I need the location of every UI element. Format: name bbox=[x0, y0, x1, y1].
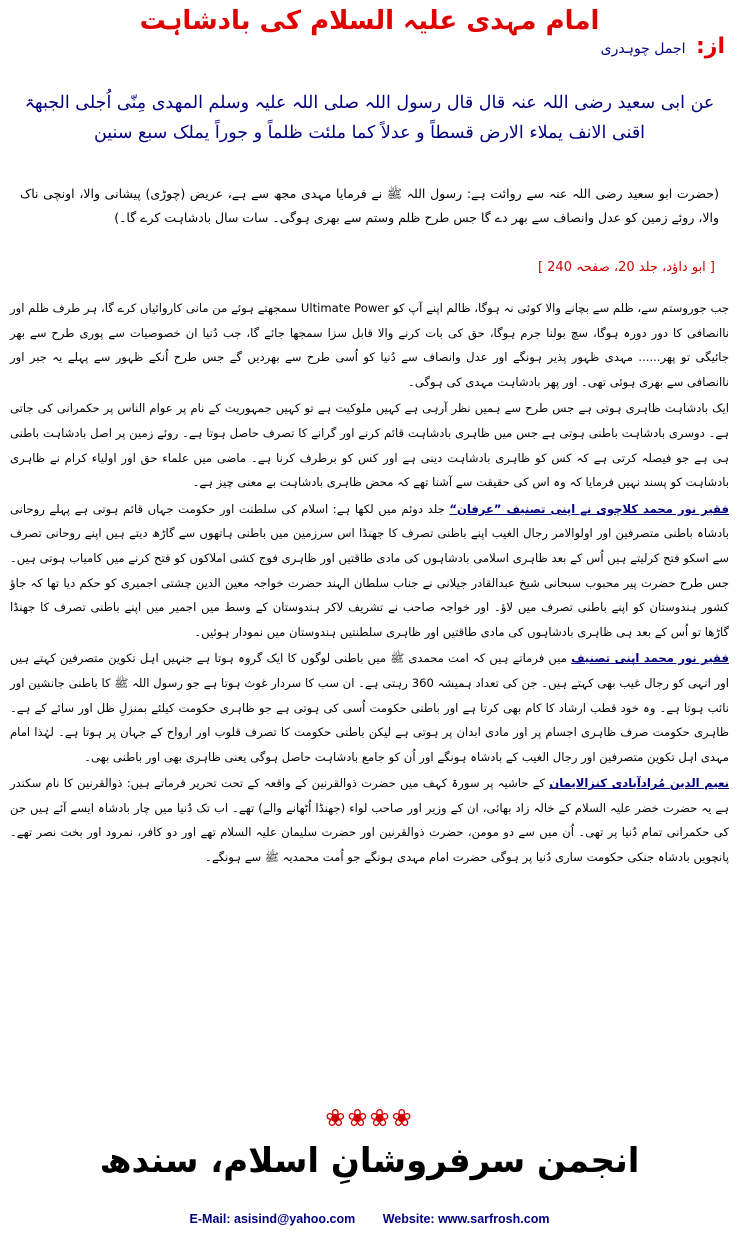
hadith-reference: [ ابو داؤد، جلد 20، صفحہ 240 ] bbox=[537, 260, 715, 275]
byline-prefix: از: bbox=[695, 34, 725, 59]
website-link[interactable]: Website: www.sarfrosh.com bbox=[382, 1212, 550, 1226]
author-name: اجمل چوہدری bbox=[600, 41, 686, 57]
paragraph-1-text: جب جوروستم سے، ظلم سے بچانے والا کوئی نہ ہوگا، ظالم اپنے آپ کو Ultimate Power سمجھتے ہوئے من مانی کاروائیاں کرے گا، ہر طرف ظلم اور ناانصافی کا دور دورہ ہوگا، سچ بولنا جرم ہوگا، حق کی بات کرنے والا قابل سزا سمجھا جائے گا، جب دُنیا ان خصوصیات سے پوری طرح سے بھر جائیگی تو پھر...... مہدی ظہور پذیر ہونگے اور عدل وانصاف سے دُنیا کو اُسی طرح سے بھردیں گے جس طرح اُنکے ظہور سے پہلے یہ جبر اور ناانصافی سے بھری ہوئی تھی۔ اور پھر بادشاہت مہدی کی ہوگی۔ bbox=[10, 301, 729, 389]
paragraph-3-lead: فقیر نور محمد کلاچوی نے اپنی تصنیف ”عرفان“ bbox=[449, 501, 729, 516]
paragraph-5-lead: نعیم الدین مُرادآبادی کنزالایمان bbox=[549, 776, 729, 791]
paragraph-3-text: جلد دوئم میں لکھا ہے: اسلام کی سلطنت اور حکومت جہاں قائم ہوتی ہے پہلے روحانی بادشاہ باطنی متصرفین اور اولوالامر رجال الغیب اپنے باطنی تصرف کا جھنڈا اس سرزمین میں باطنی ہاتھوں سے گاڑھ دیتے ہیں اپنے روحانی تصرف سے اسکو فتح کرلیتے ہیں اُس کے بعد ظاہری اسلامی بادشاہوں کی مادی طاقتیں اور ظاہری فوج کشی املاکوں کو فتح کرنے میں کامیاب ہوتی ہیں۔ جس طرح حضرت پیر محبوب سبحانی شیخ عبدالقادر جیلانی نے جناب سلطان الہند حضرت خواجہ معین الدین چشتی اجمیری کو حکم دیا تھا کہ جاؤ کشور ہندوستان کو اپنے باطنی تصرف میں لاؤ۔ اور خواجہ صاحب نے تشریف لاکر ہندوستان کے وسط میں اجمیر میں اپنے باطنی تصرف کا جھنڈا گاڑھا تو اُس کے بعد ہی ظاہری بادشاہوں کی مادی طاقتیں اور ظاہری سلطنتیں ہندوستان میں نمودار ہوئیں۔ bbox=[10, 501, 729, 639]
arabic-hadith: عن ابی سعید رضی اللہ عنہ قال قال رسول اللہ صلی اللہ علیہ وسلم المھدی مِنّی اُجلی الجبھۃ اقنی الانف یملاء الارض قسطاً و عدلاً کما ملئت ظلماً و جوراً یملک سبع سنین bbox=[24, 93, 715, 143]
paragraph-2 bbox=[10, 396, 729, 494]
paragraph-5-text: کے حاشیہ پر سورۃ کہف میں حضرت ذوالقرنین کے واقعہ کے تحت تحریر فرماتے ہیں: ذوالقرنین کا نام سکندر ہے یہ حضرت خضر علیہ السلام کے خالہ زاد بھائی، ان کے وزیر اور صاحب لواء (جھنڈا اُٹھانے والے) تھے۔ اب تک دُنیا میں چار بادشاہ ایسے آئے ہیں جن کی حکمرانی تمام دُنیا پر تھی۔ اُن میں سے دو مومن، حضرت ذوالقرنین اور حضرت سلیمان علیہ السلام تھے اور دو کافر، نمرود اور بخت نصر تھے۔ پانچویں بادشاہ جنکی حکومت ساری دُنیا پر ہوگی حضرت امام مہدی ہونگے جو اُمت محمدیہ ﷺ سے ہونگے۔ bbox=[10, 776, 729, 865]
hadith-translation: (حضرت ابو سعید رضی اللہ عنہ سے روائت ہے: رسول اللہ ﷺ نے فرمایا مہدی مجھ سے ہے، عریض (چوڑی) پیشانی والا، اونچی ناک والا، روئے زمین کو عدل وانصاف سے بھر دے گا جس طرح ظلم وستم سے بھری ہوگی۔ سات سال بادشاہت کرے گا۔) bbox=[20, 186, 719, 225]
paragraph-5 bbox=[10, 771, 729, 869]
paragraph-2-text: ایک بادشاہت ظاہری ہوتی ہے جس طرح سے ہمیں نظر آرہی ہے کہیں ملوکیت ہے تو کہیں جمہوریت کے نام پر عوام الناس پر حکمرانی کی جاتی ہے۔ دوسری بادشاہت باطنی ہوتی ہے جس میں ظاہری بادشاہت قائم کرنے اور گرانے کا تصرف حاصل ہوتا ہے۔ روئے زمین پر اصل بادشاہت باطنی ہی ہے جو فیصلہ کرتی ہے کہ کس کو ظاہری بادشاہت دینی ہے اور کس کو برطرف کرنا ہے۔ ماضی میں علماء حق اور اولیاء کرام نے ظاہری بادشاہت کو پسند نہیں فرمایا کہ وہ اس کی حقیقت سے آشنا تھے کہ محض ظاہری بادشاہت بے معنی چیز ہے۔ bbox=[10, 401, 729, 490]
paragraph-4-lead: فقیر نور محمد اپنی تصنیف bbox=[571, 651, 729, 666]
author-byline bbox=[601, 34, 725, 59]
paragraph-1 bbox=[10, 296, 729, 394]
email-link[interactable]: E-Mail: asisind@yahoo.com bbox=[189, 1212, 356, 1226]
page-title: امام مہدی علیہ السلام کی بادشاہت bbox=[139, 6, 600, 36]
paragraph-4 bbox=[10, 646, 729, 769]
contact-footer bbox=[0, 1212, 739, 1226]
paragraph-3 bbox=[10, 497, 729, 645]
article-body bbox=[10, 296, 729, 872]
organization-name: انجمن سرفروشانِ اسلام، سندھ bbox=[99, 1141, 640, 1181]
flower-ornament: ❀❀❀❀ bbox=[325, 1104, 414, 1132]
paragraph-4-text: میں فرماتے ہیں کہ امت محمدی ﷺ میں باطنی لوگوں کا ایک گروہ ہوتا ہے جنہیں اہل تکوین متصرفین کہتے ہیں اور انہی کو رجال غیب بھی کہتے ہیں۔ جن کی تعداد ہمیشہ 360 رہتی ہے۔ ان سب کا سردار غوث ہوتا ہے جو رسول اللہ ﷺ کا باطنی جانشین اور نائب ہوتا ہے۔ وہ خود قطب ارشاد کا کام بھی کرتا ہے اور باطنی حکومت اُسی کی ہوتی ہے جو ظاہری حکومت کیلئے بمنزلِ ظل اور سائے کے ہے۔ ظاہری حکومت صرف ظاہری اجسام پر اور مادی ابدان پر ہوتی ہے لیکن باطنی حکومت کا تصرف قلوب اور ارواح کے جہان پر ہوتا ہے۔ لہٰذا امام مہدی اہل تکوین متصرفین اور رجال الغیب کے بادشاہ ہونگے اور اُن کو جامع بادشاہت حاصل ہوگی یعنی ظاہری بھی اور باطنی بھی۔ bbox=[10, 651, 729, 764]
